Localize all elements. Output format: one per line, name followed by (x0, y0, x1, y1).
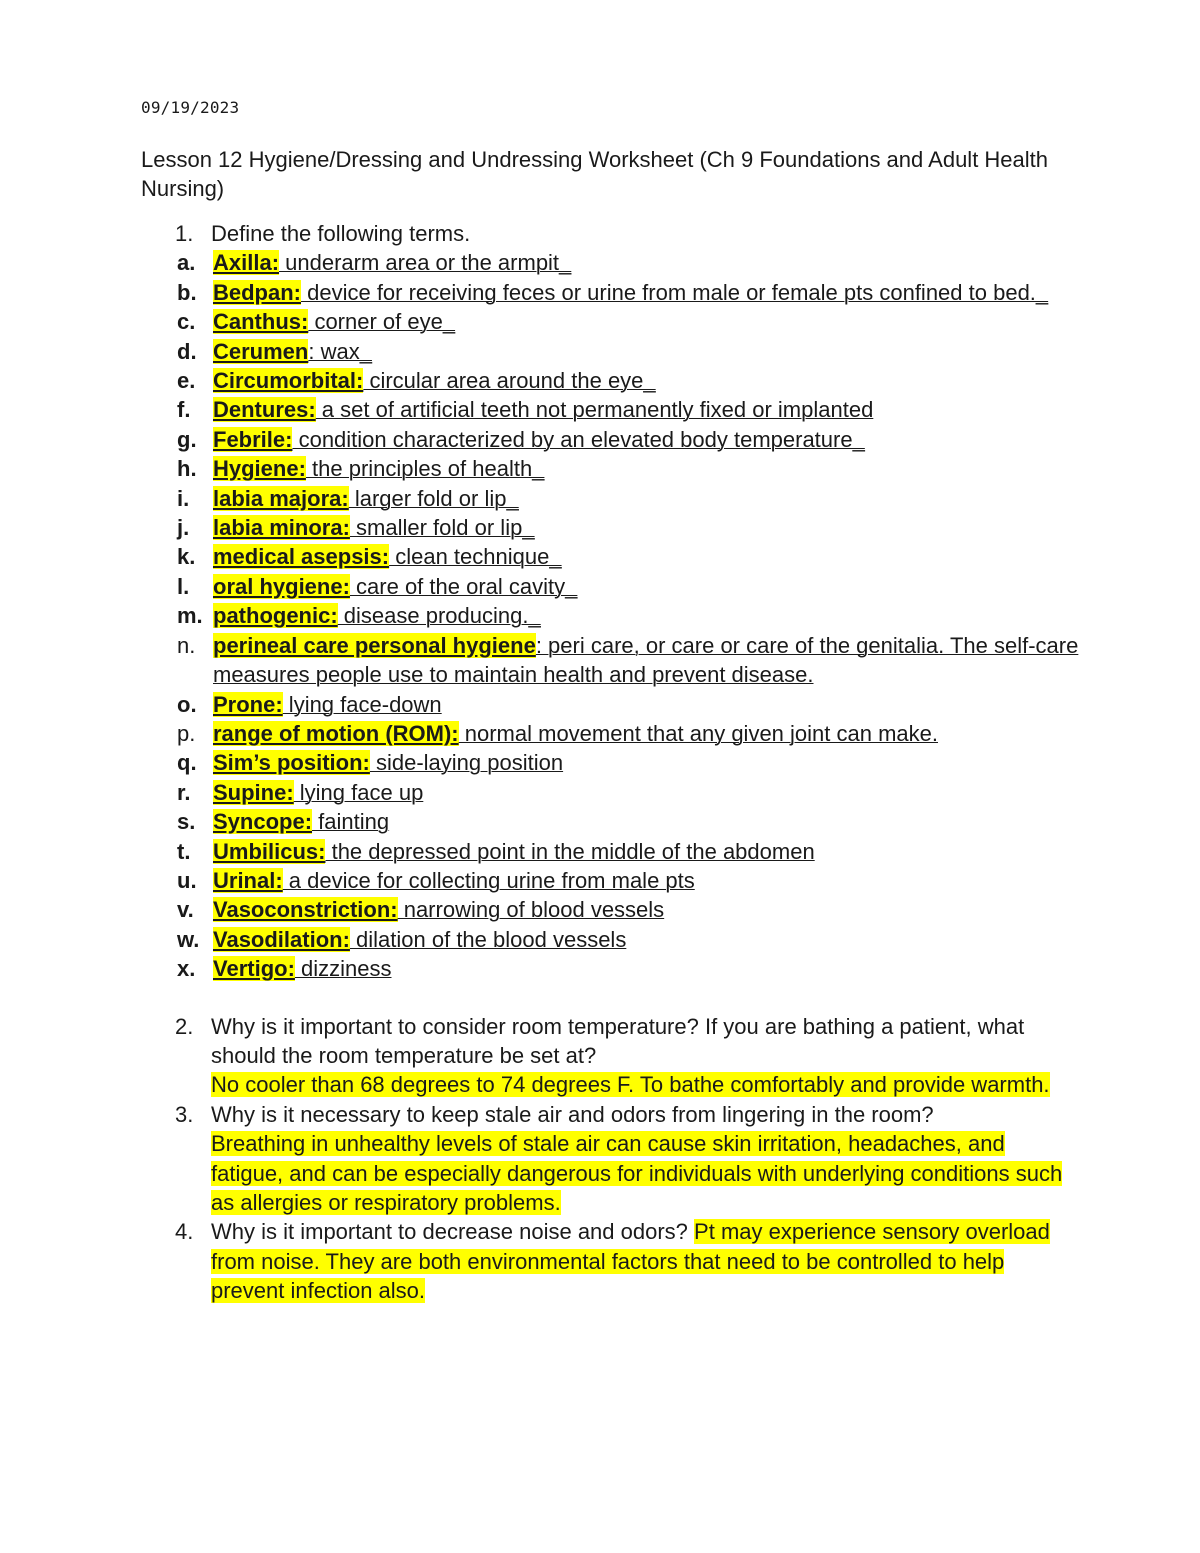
term-item (141, 395, 1081, 424)
term-definition: a set of artificial teeth not permanently fixed or implanted (315, 397, 874, 423)
question-4 (141, 1217, 1081, 1305)
term-definition: clean technique_ (389, 544, 562, 570)
term-definition: side-laying position (369, 750, 564, 776)
term-word: Syncope: (213, 809, 313, 835)
document-date: 09/19/2023 (141, 98, 240, 117)
term-word: Circumorbital: (213, 368, 364, 394)
term-item (141, 719, 1081, 748)
term-letter: g. (177, 426, 197, 452)
term-word: Cerumen (213, 338, 309, 364)
term-item (141, 895, 1081, 924)
term-word: Vertigo: (213, 956, 295, 982)
question-text: Define the following terms. (211, 221, 471, 246)
term-letter: f. (177, 397, 191, 423)
term-item (141, 954, 1081, 983)
question-2 (141, 1012, 1081, 1100)
term-item (141, 778, 1081, 807)
term-item (141, 278, 1081, 307)
term-item (141, 337, 1081, 366)
question-text: Why is it important to decrease noise and odors? (211, 1219, 688, 1245)
term-letter: l. (177, 573, 190, 599)
term-definition: device for receiving feces or urine from male or female pts confined to bed._ (301, 279, 1049, 305)
term-item (141, 484, 1081, 513)
term-definition: disease producing._ (337, 603, 541, 629)
term-letter: h. (177, 456, 197, 482)
term-definition: fainting (312, 809, 390, 835)
term-item (141, 307, 1081, 336)
answer-text: Breathing in unhealthy levels of stale air can cause skin irritation, headaches, and fatigue, and can be especially dangerous for individuals with underlying conditions such as allergies or respiratory problems. (211, 1131, 1063, 1215)
term-word: perineal care personal hygiene (213, 632, 536, 658)
term-letter: q. (177, 750, 197, 776)
term-word: Vasodilation: (213, 926, 350, 952)
term-definition: the principles of health_ (305, 456, 545, 482)
term-definition: narrowing of blood vessels (397, 897, 665, 923)
term-definition: dizziness (294, 956, 392, 982)
term-item (141, 248, 1081, 277)
answer-text: No cooler than 68 degrees to 74 degrees F. To bathe comfortably and provide warmth. (211, 1072, 1050, 1098)
term-word: Axilla: (213, 250, 280, 276)
term-word: Dentures: (213, 397, 316, 423)
term-letter: j. (177, 515, 190, 541)
question-text: Why is it necessary to keep stale air and odors from lingering in the room? (211, 1101, 934, 1127)
question-text: Why is it important to consider room temperature? If you are bathing a patient, what should the room temperature be set at? (211, 1013, 1025, 1068)
term-item (141, 807, 1081, 836)
term-letter: d. (177, 338, 197, 364)
term-letter: m. (177, 603, 203, 629)
term-word: Canthus: (213, 309, 309, 335)
term-word: Umbilicus: (213, 838, 326, 864)
term-letter: b. (177, 279, 197, 305)
term-letter: t. (177, 838, 191, 864)
term-word: medical asepsis: (213, 544, 390, 570)
term-letter: e. (177, 368, 196, 394)
term-word: Febrile: (213, 426, 293, 452)
term-letter: k. (177, 544, 196, 570)
term-letter: s. (177, 809, 196, 835)
term-letter: n. (177, 632, 196, 658)
term-item (141, 454, 1081, 483)
term-word: Hygiene: (213, 456, 306, 482)
worksheet-page (141, 98, 1081, 1306)
terms-list (141, 248, 1081, 983)
term-item (141, 542, 1081, 571)
term-word: pathogenic: (213, 603, 338, 629)
term-word: Sim’s position: (213, 750, 370, 776)
term-definition: smaller fold or lip_ (349, 515, 535, 541)
question-number: 1. (175, 221, 194, 246)
term-definition: : peri care, or care or care of the genitalia. The self-care measures people use to maintain health and prevent disease. (213, 632, 1079, 688)
term-definition: : wax_ (308, 338, 372, 364)
term-word: labia minora: (213, 515, 350, 541)
term-item (141, 425, 1081, 454)
question-1 (141, 219, 1081, 248)
question-3 (141, 1100, 1081, 1218)
term-letter: i. (177, 485, 190, 511)
term-definition: the depressed point in the middle of the abdomen (325, 838, 815, 864)
term-word: Urinal: (213, 867, 283, 893)
term-item (141, 748, 1081, 777)
term-letter: o. (177, 691, 197, 717)
term-item (141, 866, 1081, 895)
term-item (141, 631, 1081, 690)
worksheet-title: Lesson 12 Hygiene/Dressing and Undressing Worksheet (Ch 9 Foundations and Adult Health Nursing) (141, 147, 1049, 201)
term-definition: lying face-down (282, 691, 442, 717)
term-item (141, 572, 1081, 601)
question-number: 3. (175, 1101, 194, 1127)
term-item (141, 925, 1081, 954)
term-word: Prone: (213, 691, 283, 717)
term-letter: w. (177, 926, 200, 952)
question-number: 4. (175, 1219, 194, 1245)
term-word: oral hygiene: (213, 573, 350, 599)
term-item (141, 513, 1081, 542)
term-item (141, 690, 1081, 719)
term-letter: u. (177, 867, 197, 893)
term-word: Supine: (213, 779, 294, 805)
term-definition: a device for collecting urine from male pts (282, 867, 695, 893)
term-letter: a. (177, 250, 196, 276)
term-definition: circular area around the eye_ (363, 368, 656, 394)
question-number: 2. (175, 1013, 194, 1039)
term-letter: v. (177, 897, 194, 923)
term-word: Bedpan: (213, 279, 301, 305)
term-word: Vasoconstriction: (213, 897, 398, 923)
term-definition: dilation of the blood vessels (349, 926, 627, 952)
term-word: range of motion (ROM): (213, 720, 459, 746)
term-item (141, 837, 1081, 866)
term-definition: condition characterized by an elevated body temperature_ (292, 426, 865, 452)
term-definition: normal movement that any given joint can make. (458, 720, 938, 746)
term-letter: c. (177, 309, 196, 335)
term-letter: p. (177, 720, 196, 746)
term-word: labia majora: (213, 485, 349, 511)
term-letter: x. (177, 956, 196, 982)
term-definition: lying face up (293, 779, 424, 805)
section-gap (141, 984, 1081, 1012)
term-letter: r. (177, 779, 191, 805)
term-item (141, 366, 1081, 395)
term-definition: corner of eye_ (308, 309, 456, 335)
term-definition: care of the oral cavity_ (349, 573, 578, 599)
term-definition: underarm area or the armpit_ (279, 250, 572, 276)
term-item (141, 601, 1081, 630)
answer-text: Pt may experience sensory overload from noise. They are both environmental factors that need to be controlled to help prevent infection also. (211, 1219, 1050, 1304)
term-definition: larger fold or lip_ (348, 485, 519, 511)
